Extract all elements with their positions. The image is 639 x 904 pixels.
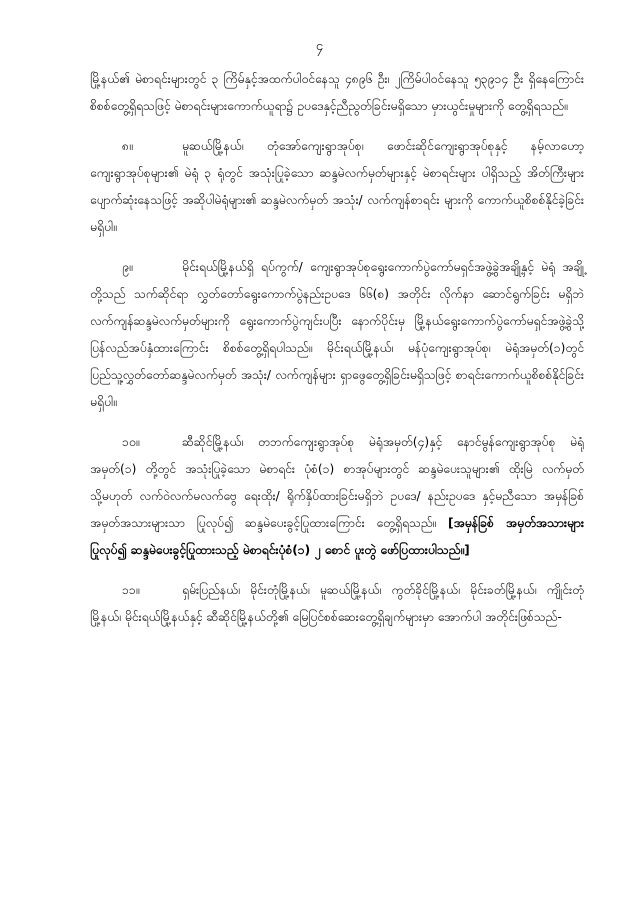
paragraph-number: ၁၀။ [122,435,140,449]
paragraph-bold-note: [အမှန်ခြစ် အမှတ်အသားများ ပြုလုပ်၍ ဆန္ဒမဲပေးခွင့်ပြုထားသည့် မဲစာရင်းပုံစံ(၁) ၂ စောင် ပူးတွဲ ဖော်ပြထားပါသည်။] [90,516,585,557]
paragraph-11 [90,577,584,631]
paragraph-number: ၁၁။ [122,583,140,597]
paragraph-number: ၉။ [122,260,133,274]
page-number: ၄ [315,39,324,54]
paragraph-continued [90,66,584,120]
paragraph-10 [90,429,584,564]
paragraph-text: ရှမ်းပြည်နယ်၊ မိုင်းတုံမြို့နယ်၊ မူဆယ်မြို့နယ်၊ ကွတ်ခိုင်မြို့နယ်၊ မိုင်းခတ်မြို့နယ်၊ ကျိုင်းတုံ မြို့နယ်၊ မိုင်းရယ်မြို့နယ်နှင့် ဆီဆိုင်မြို့နယ်တို့၏ မြေပြင်စစ်ဆေးတွေ့ရှိချက်များမှာ အောက်ပါ အတိုင်းဖြစ်သည်- [90,583,584,624]
paragraph-text: မြို့နယ်၏ မဲစာရင်းများတွင် ၃ ကြိမ်နှင့်အထက်ပါဝင်နေသူ ၄၈၉၆ ဦး၊ ၂ကြိမ်ပါဝင်နေသူ ၅၃၉၁၄ ဦး ရှိနေကြောင်း စိစစ်တွေ့ရှိရသဖြင့် မဲစာရင်းများကောက်ယူရာ၌ ဥပဒေနှင့်ညီညွတ်ခြင်းမရှိသော မှားယွင်းမှုများကို တွေ့ရှိရသည်။ [90,72,584,113]
paragraph-number: ၈။ [122,139,133,153]
paragraph-text: မူဆယ်မြို့နယ်၊ တုံအော်ကျေးရွာအုပ်စု၊ ဖောင်းဆိုင်ကျေးရွာအုပ်စုနှင့် နမ့်လာဟော့ ကျေးရွာအုပ်စုများ၏ မဲရုံ ၃ ရုံတွင် အသုံးပြုခဲ့သော ဆန္ဒမဲလက်မှတ်များနှင့် မဲစာရင်းများ ပါရှိသည့် အိတ်ကြီးများ ပျောက်ဆုံးနေသဖြင့် အဆိုပါမဲရုံများ၏ ဆန္ဒမဲလက်မှတ် အသုံး/ လက်ကျန်စာရင်း များကို ကောက်ယူစိစစ်နိုင်ခဲ့ခြင်း မရှိပါ။ [90,139,584,234]
document-body [90,66,584,644]
paragraph-8 [90,133,584,241]
paragraph-text: ဆီဆိုင်မြို့နယ်၊ တဘက်ကျေးရွာအုပ်စု မဲရုံအမှတ်(၄)နှင့် နောင်မွန်ကျေးရွာအုပ်စု မဲရုံ အမှတ်(၁) တို့တွင် အသုံးပြုခဲ့သော မဲစာရင်း ပုံစံ(၁) စာအုပ်များတွင် ဆန္ဒမဲပေးသူများ၏ ထိုးမြဲ လက်မှတ် သို့မဟုတ် လက်ဝဲလက်မလက်ဗွေ ရေးထိုး/ ရိုက်နှိပ်ထားခြင်းမရှိဘဲ ဥပဒေ/ နည်းဥပဒေ နှင့်မညီသော အမှန်ခြစ်အမှတ်အသားများသာ ပြုလုပ်၍ ဆန္ဒမဲပေးခွင့်ပြုထားကြောင်း တွေ့ရှိရသည်။ [90,435,584,530]
paragraph-9 [90,254,584,416]
paragraph-text: မိုင်းရယ်မြို့နယ်ရှိ ရပ်ကွက်/ ကျေးရွာအုပ်စုရွေးကောက်ပွဲကော်မရှင်အဖွဲ့ခွဲအချို့နှင့် မဲရုံ အချို့တို့သည် သက်ဆိုင်ရာ လွှတ်တော်ရွေးကောက်ပွဲနည်းဥပဒေ ၆၆(စ) အတိုင်း လိုက်နာ ဆောင်ရွက်ခြင်း မရှိဘဲ လက်ကျန်ဆန္ဒမဲလက်မှတ်များကို ရွေးကောက်ပွဲကျင်းပပြီး နောက်ပိုင်းမှ မြို့နယ်ရွေးကောက်ပွဲကော်မရှင်အဖွဲ့ခွဲသို့ ပြန်လည်အပ်နှံထားကြောင်း စိစစ်တွေ့ရှိရပါသည်။ မိုင်းရယ်မြို့နယ်၊ မန်ပုံကျေးရွာအုပ်စု၊ မဲရုံအမှတ်(၁)တွင် ပြည်သူ့လွှတ်တော်ဆန္ဒမဲလက်မှတ် အသုံး/ လက်ကျန်များ ရှာဖွေတွေ့ရှိခြင်းမရှိသဖြင့် စာရင်းကောက်ယူစိစစ်နိုင်ခြင်း မရှိပါ။ [90,260,584,409]
